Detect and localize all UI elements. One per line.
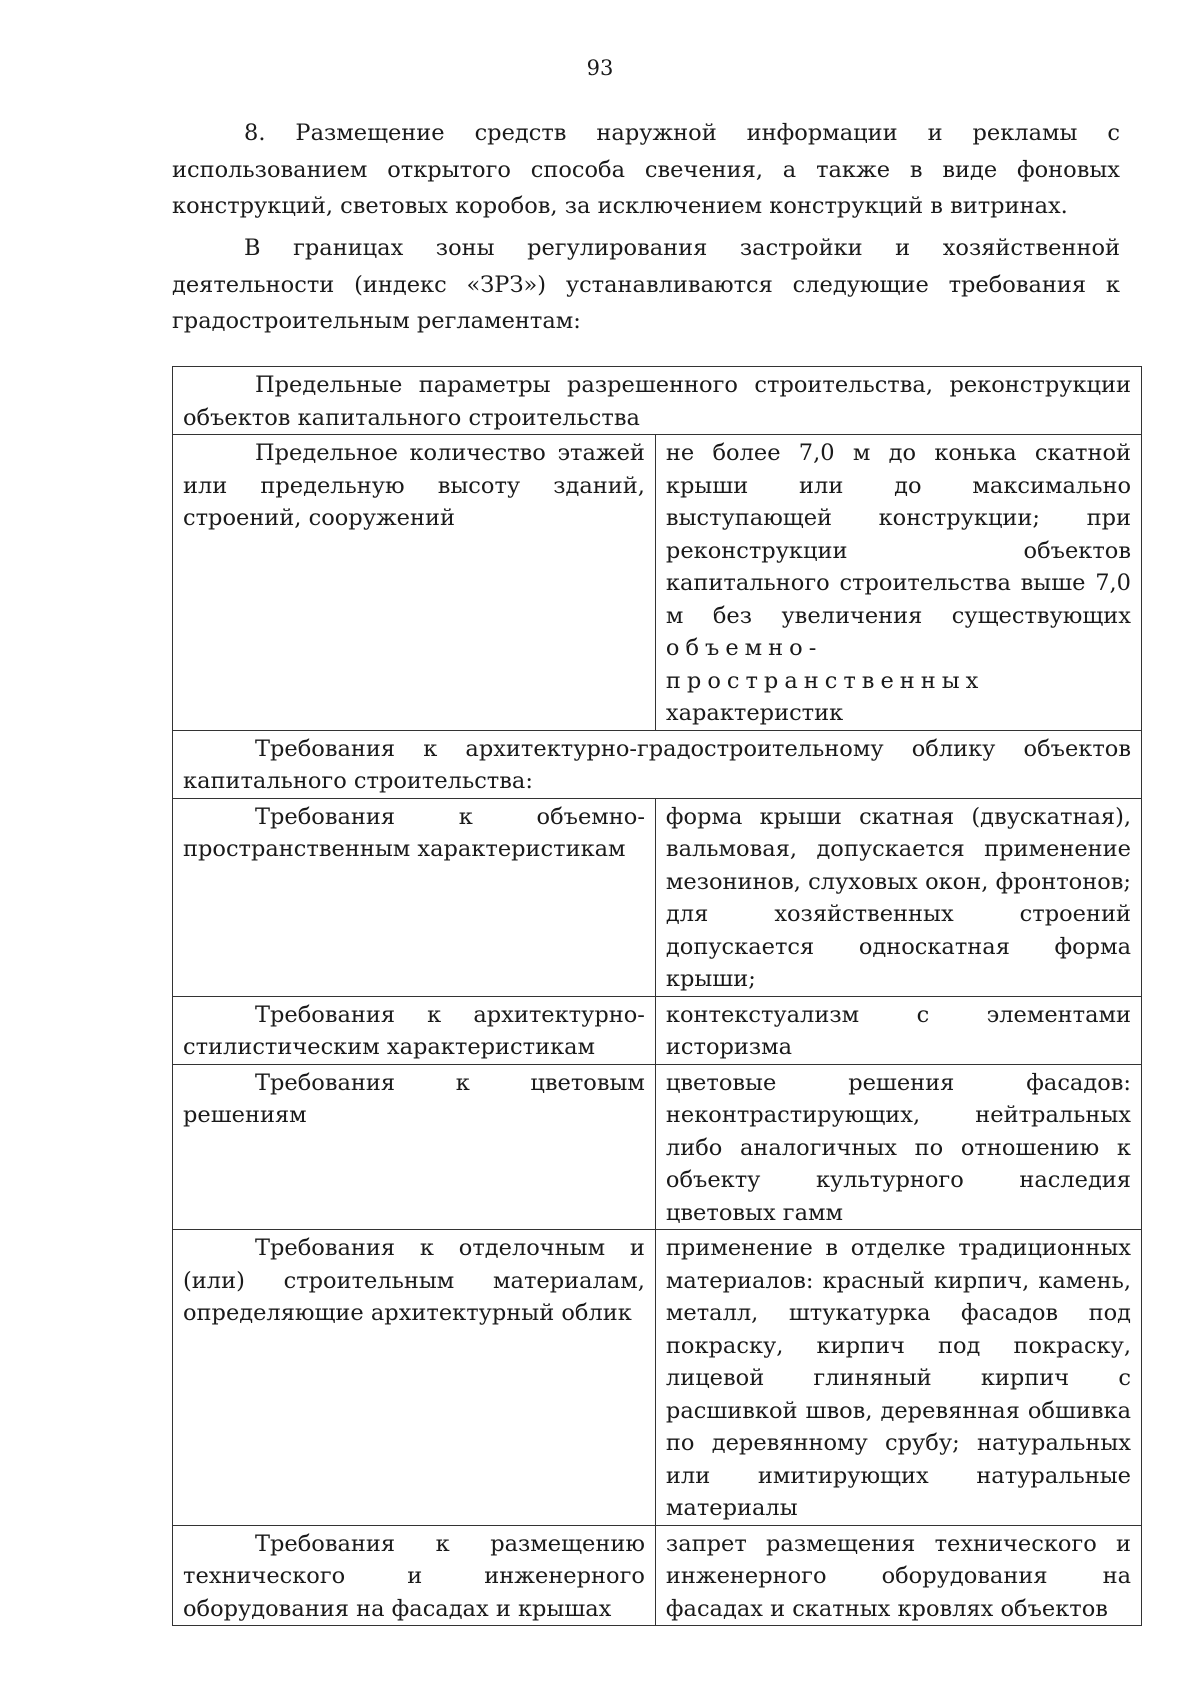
value-text: контекстуализм с элементами историзма	[665, 1001, 1131, 1060]
table-row	[173, 996, 1142, 1064]
value-text-spaced: объемно-пространственных	[665, 635, 985, 694]
cell-requirement	[173, 1525, 656, 1626]
table-row	[173, 1230, 1142, 1526]
section-header-text: Требования к архитектурно-градостроительному облику объектов капитального строительства:	[183, 735, 1131, 794]
page-number: 93	[586, 56, 614, 80]
requirement-text: Требования к размещению технического и инженерного оборудования на фасадах и крышах	[183, 1530, 645, 1622]
table-section-row	[173, 730, 1142, 798]
value-text-end: характеристик	[665, 700, 844, 726]
requirement-text: Требования к объемно-пространственным характеристикам	[183, 803, 645, 862]
cell-requirement	[173, 1230, 656, 1526]
table-row	[173, 1064, 1142, 1230]
cell-requirement	[173, 435, 656, 731]
requirement-text: Требования к архитектурно-стилистическим характеристикам	[183, 1001, 645, 1060]
value-text: форма крыши скатная (двускатная), вальмовая, допускается применение мезонинов, слуховых окон, фронтонов; для хозяйственных строений допускается односкатная форма крыши;	[665, 803, 1131, 992]
cell-requirement	[173, 1064, 656, 1230]
requirements-table	[172, 366, 1142, 1626]
requirement-text: Предельное количество этажей или предельную высоту зданий, строений, сооружений	[183, 440, 645, 531]
section-header-parameters	[173, 367, 1142, 435]
cell-value	[655, 996, 1141, 1064]
cell-value	[655, 435, 1141, 731]
table-row	[173, 1525, 1142, 1626]
value-text: запрет размещения технического и инженерного оборудования на фасадах и скатных кровлях объектов	[665, 1530, 1131, 1622]
cell-value	[655, 798, 1141, 996]
value-text: цветовые решения фасадов: неконтрастирующих, нейтральных либо аналогичных по отношению к объекту культурного наследия цветовых гамм	[665, 1069, 1131, 1226]
cell-value	[655, 1064, 1141, 1230]
paragraph-advertising	[172, 115, 1120, 225]
cell-requirement	[173, 798, 656, 996]
cell-value	[655, 1525, 1141, 1626]
requirement-text: Требования к отделочным и (или) строительным материалам, определяющие архитектурный облик	[183, 1235, 645, 1326]
table-section-row	[173, 367, 1142, 435]
paragraph-zone-requirements	[172, 230, 1120, 340]
requirement-text: Требования к цветовым решениям	[183, 1069, 645, 1128]
cell-requirement	[173, 996, 656, 1064]
table-row	[173, 798, 1142, 996]
paragraph-text: 8. Размещение средств наружной информации и рекламы с использованием открытого способа свечения, а также в виде фоновых конструкций, световых коробов, за исключением конструкций в витринах.	[172, 120, 1120, 219]
section-header-text: Предельные параметры разрешенного строительства, реконструкции объектов капитального строительства	[183, 372, 1131, 431]
table-row	[173, 435, 1142, 731]
paragraph-text: В границах зоны регулирования застройки и хозяйственной деятельности (индекс «ЗРЗ») устанавливаются следующие требования к градостроительным регламентам:	[172, 235, 1120, 334]
value-text: применение в отделке традиционных материалов: красный кирпич, камень, металл, штукатурка фасадов под покраску, кирпич под покраску, лицевой глиняный кирпич с расшивкой швов, деревянная обшивка по деревянному срубу; натуральных или имитирующих натуральные материалы	[665, 1235, 1131, 1521]
section-header-architecture	[173, 730, 1142, 798]
value-text: не более 7,0 м до конька скатной крыши или до максимально выступающей конструкции; при реконструкции объектов капитального строительства выше 7,0 м без увеличения существующих	[665, 440, 1131, 629]
cell-value	[655, 1230, 1141, 1526]
